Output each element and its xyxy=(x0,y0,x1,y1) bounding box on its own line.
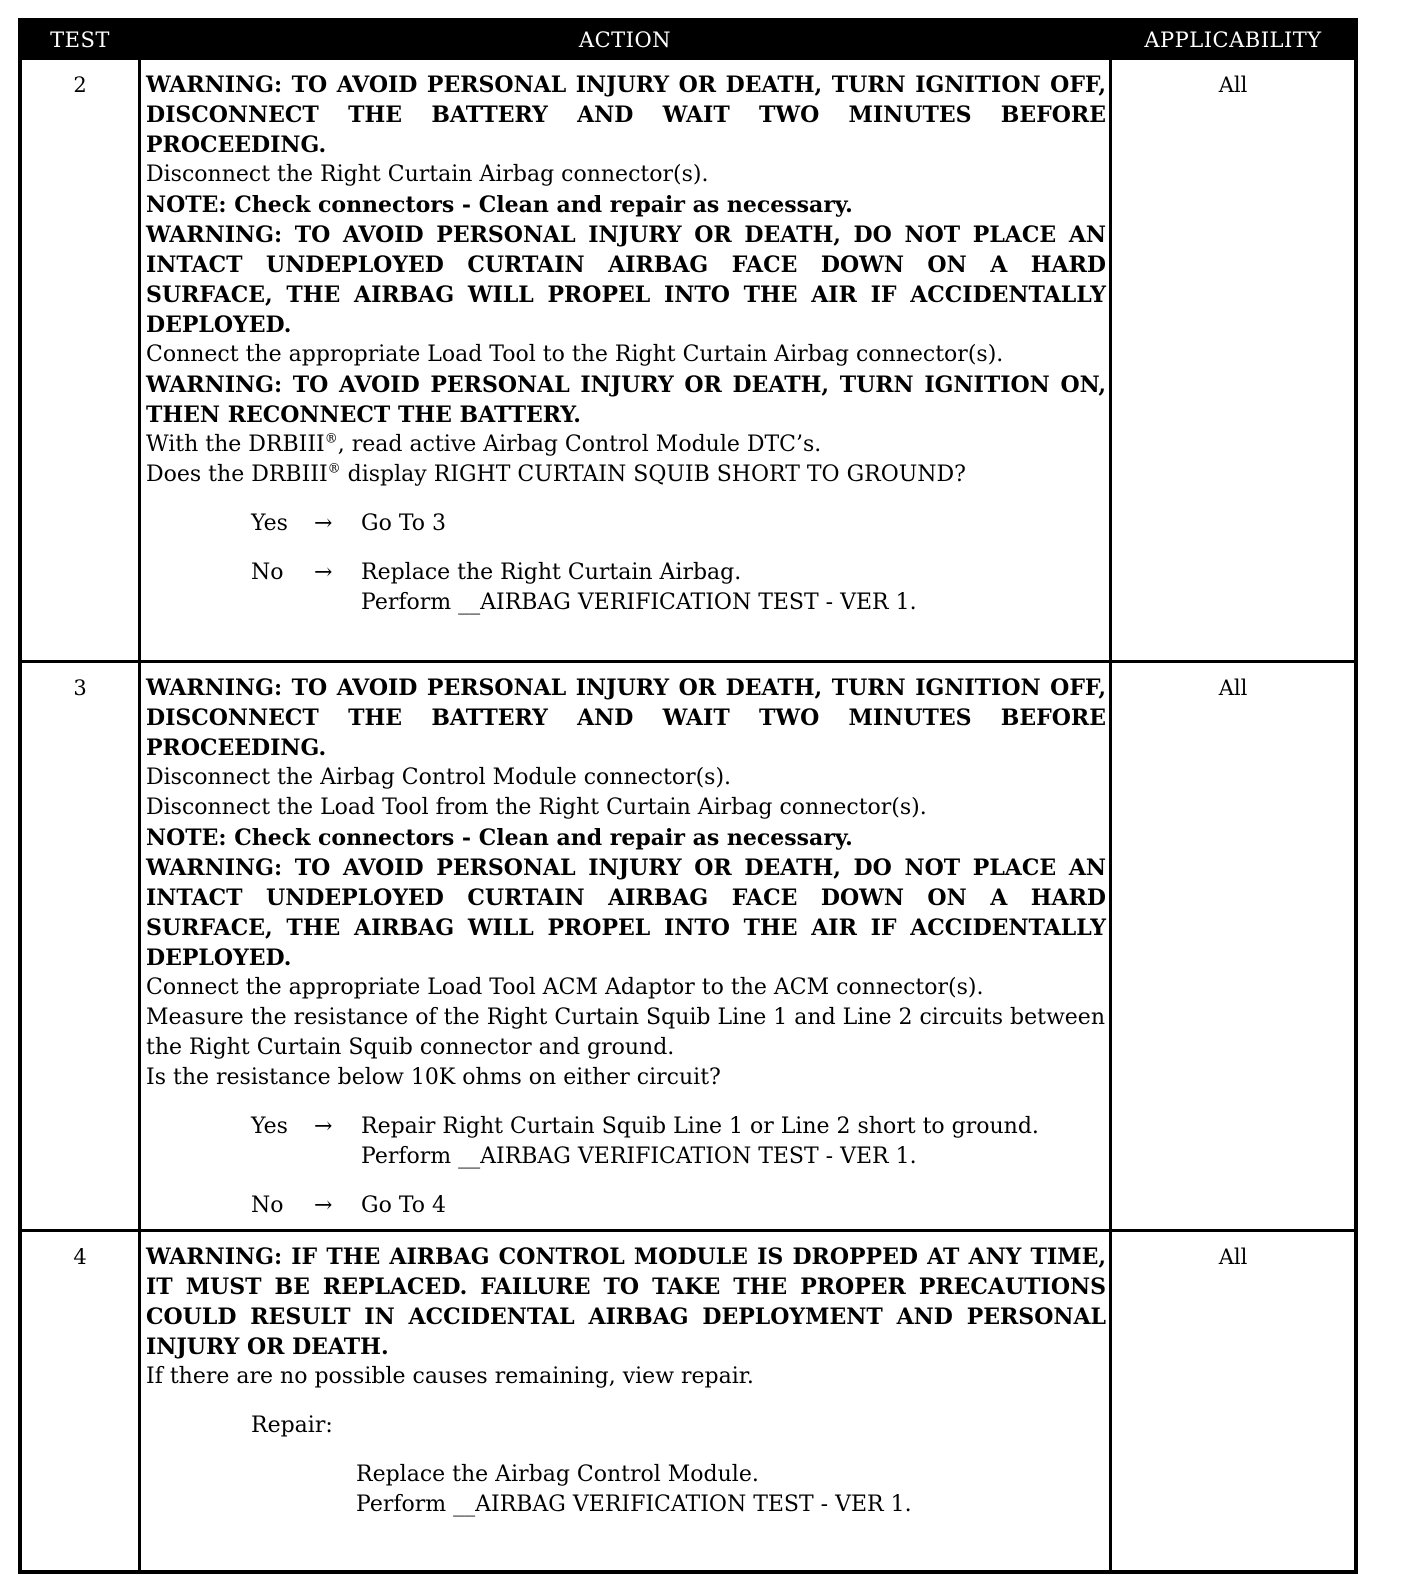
answer-key: No xyxy=(251,1193,284,1218)
table-row-test-3 xyxy=(22,660,1354,1229)
answer-result-line: Replace the Right Curtain Airbag. xyxy=(361,560,742,585)
answer-result xyxy=(361,558,917,618)
instruction-text: Disconnect the Load Tool from the Right Curtain Airbag connector(s). xyxy=(146,795,927,820)
note-text: NOTE: Check connectors - Clean and repair as necessary. xyxy=(146,192,853,218)
instruction-text: Connect the appropriate Load Tool ACM Adaptor to the ACM connector(s). xyxy=(146,975,984,1000)
answer-result xyxy=(361,1112,1039,1172)
registered-mark: ® xyxy=(327,461,341,477)
action-cell xyxy=(146,673,1106,1221)
repair-line: Perform __AIRBAG VERIFICATION TEST - VER 1. xyxy=(356,1492,912,1517)
arrow-icon: → xyxy=(314,560,333,585)
note-text: NOTE: Check connectors - Clean and repair as necessary. xyxy=(146,825,853,851)
action-cell xyxy=(146,1242,1106,1520)
warning-text: WARNING: IF THE AIRBAG CONTROL MODULE IS DROPPED AT ANY TIME, IT MUST BE REPLACED. FAILURE TO TAKE THE PROPER PRECAUTIONS COULD RESULT IN ACCIDENTAL AIRBAG DEPLOYMENT AND PERSONAL INJURY OR DEATH. xyxy=(146,1244,1106,1360)
instruction-text: Connect the appropriate Load Tool to the Right Curtain Airbag connector(s). xyxy=(146,342,1004,367)
table-header xyxy=(22,22,1354,60)
instruction-text: With the DRBIII®, read active Airbag Control Module DTC’s. xyxy=(146,431,822,457)
arrow-icon: → xyxy=(314,1114,333,1139)
diagnostic-table xyxy=(18,18,1358,1574)
answer-key: Yes xyxy=(251,1114,288,1139)
answer-result: Go To 4 xyxy=(361,1193,447,1218)
registered-mark: ® xyxy=(324,431,338,447)
test-number: 2 xyxy=(73,73,87,97)
repair-line: Replace the Airbag Control Module. xyxy=(356,1462,759,1487)
question-text: Does the DRBIII® display RIGHT CURTAIN SQUIB SHORT TO GROUND? xyxy=(146,461,966,487)
repair-label: Repair: xyxy=(251,1413,333,1438)
applicability-cell: All xyxy=(1218,1245,1248,1269)
warning-text: WARNING: TO AVOID PERSONAL INJURY OR DEATH, DO NOT PLACE AN INTACT UNDEPLOYED CURTAIN AIRBAG FACE DOWN ON A HARD SURFACE, THE AIRBAG WILL PROPEL INTO THE AIR IF ACCIDENTALLY DEPLOYED. xyxy=(146,855,1106,971)
warning-text: WARNING: TO AVOID PERSONAL INJURY OR DEATH, TURN IGNITION ON, THEN RECONNECT THE BATTERY. xyxy=(146,372,1106,428)
answer-no xyxy=(146,558,1106,618)
instruction-text: Disconnect the Right Curtain Airbag connector(s). xyxy=(146,162,709,187)
test-number: 3 xyxy=(73,676,87,700)
instruction-text: Disconnect the Airbag Control Module connector(s). xyxy=(146,765,732,790)
repair-steps xyxy=(146,1460,1106,1520)
warning-text: WARNING: TO AVOID PERSONAL INJURY OR DEATH, TURN IGNITION OFF, DISCONNECT THE BATTERY AND WAIT TWO MINUTES BEFORE PROCEEDING. xyxy=(146,72,1106,158)
question-text: Is the resistance below 10K ohms on either circuit? xyxy=(146,1065,721,1090)
answer-key: Yes xyxy=(251,511,288,536)
answer-result-line: Perform __AIRBAG VERIFICATION TEST - VER 1. xyxy=(361,1144,917,1169)
answer-yes xyxy=(146,1112,1106,1172)
header-test: TEST xyxy=(50,28,110,52)
action-cell xyxy=(146,70,1106,618)
applicability-cell: All xyxy=(1218,676,1248,700)
test-number: 4 xyxy=(73,1245,87,1269)
arrow-icon: → xyxy=(314,511,333,536)
answer-yes xyxy=(146,509,1106,539)
arrow-icon: → xyxy=(314,1193,333,1218)
instruction-text: If there are no possible causes remaining, view repair. xyxy=(146,1364,754,1389)
header-action: ACTION xyxy=(578,28,672,52)
warning-text: WARNING: TO AVOID PERSONAL INJURY OR DEATH, TURN IGNITION OFF, DISCONNECT THE BATTERY AND WAIT TWO MINUTES BEFORE PROCEEDING. xyxy=(146,675,1106,761)
answer-no xyxy=(146,1191,1106,1221)
answer-result: Go To 3 xyxy=(361,511,447,536)
answer-key: No xyxy=(251,560,284,585)
answer-result-line: Perform __AIRBAG VERIFICATION TEST - VER 1. xyxy=(361,590,917,615)
table-row-test-2 xyxy=(22,60,1354,660)
answer-result-line: Repair Right Curtain Squib Line 1 or Line 2 short to ground. xyxy=(361,1114,1039,1139)
warning-text: WARNING: TO AVOID PERSONAL INJURY OR DEATH, DO NOT PLACE AN INTACT UNDEPLOYED CURTAIN AIRBAG FACE DOWN ON A HARD SURFACE, THE AIRBAG WILL PROPEL INTO THE AIR IF ACCIDENTALLY DEPLOYED. xyxy=(146,222,1106,338)
instruction-text: Measure the resistance of the Right Curtain Squib Line 1 and Line 2 circuits between the Right Curtain Squib connector and ground. xyxy=(146,1005,1105,1060)
header-applicability: APPLICABILITY xyxy=(1144,28,1322,52)
applicability-cell: All xyxy=(1218,73,1248,97)
table-row-test-4 xyxy=(22,1229,1354,1570)
